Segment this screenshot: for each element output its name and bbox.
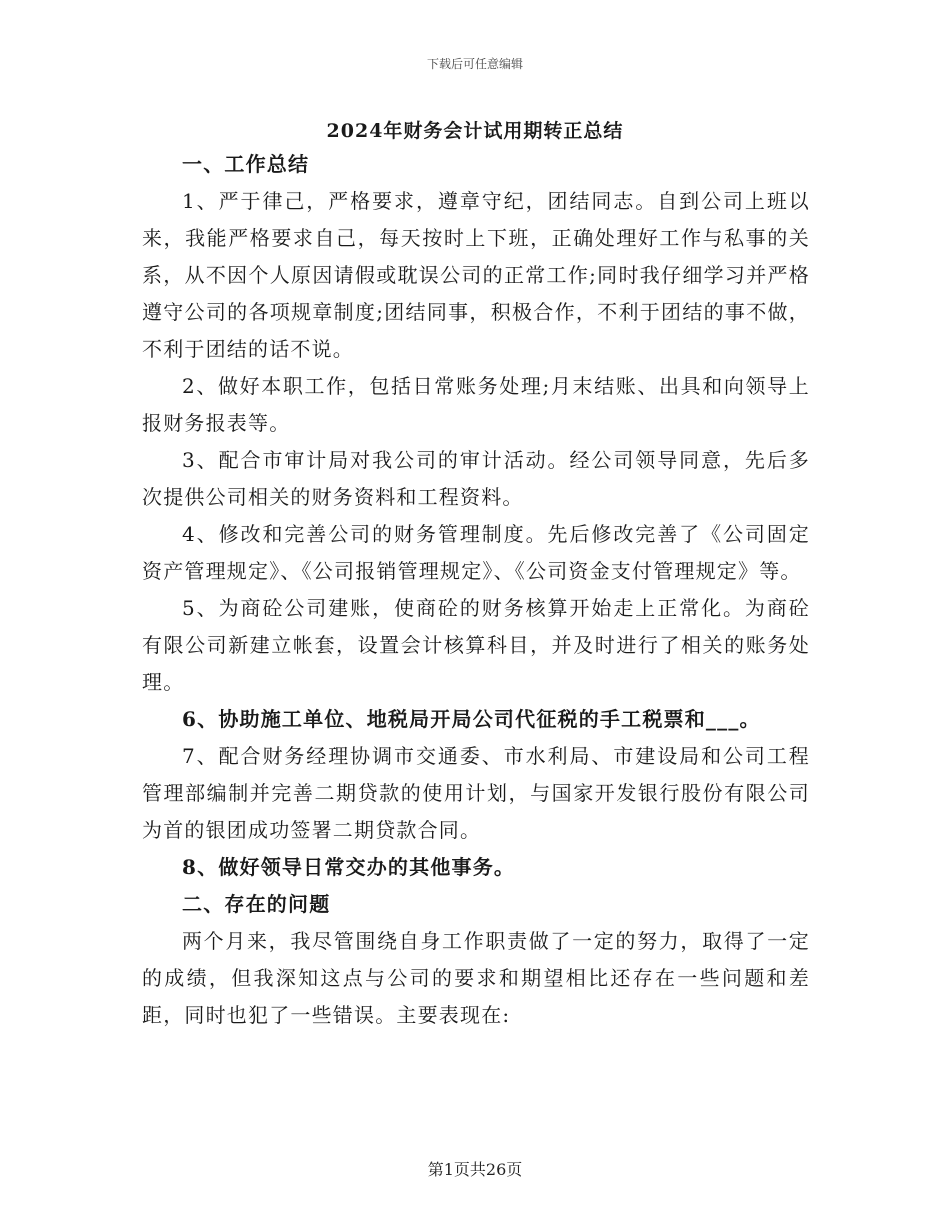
document-body: [142, 146, 810, 1034]
paragraph-2: 2、做好本职工作，包括日常账务处理;月末结账、出具和向领导上报财务报表等。: [142, 374, 810, 435]
paragraph-9: 两个月来，我尽管围绕自身工作职责做了一定的努力，取得了一定的成绩，但我深知这点与公司的要求和期望相比还存在一些问题和差距，同时也犯了一些错误。主要表现在:: [142, 929, 810, 1027]
section-heading-problems: 二、存在的问题: [182, 892, 331, 916]
paragraph-3: 3、配合市审计局对我公司的审计活动。经公司领导同意，先后多次提供公司相关的财务资料和工程资料。: [142, 448, 810, 509]
paragraph-8: 8、做好领导日常交办的其他事务。: [182, 855, 516, 879]
paragraph-1: 1、严于律己，严格要求，遵章守纪，团结同志。自到公司上班以来，我能严格要求自己，每天按时上下班，正确处理好工作与私事的关系，从不因个人原因请假或耽误公司的正常工作;同时我仔细学习并严格遵守公司的各项规章制度;团结同事，积极合作，不利于团结的事不做，不利于团结的话不说。: [142, 189, 810, 361]
section-heading-work-summary: 一、工作总结: [182, 152, 310, 176]
document-title: 2024年财务会计试用期转正总结: [326, 120, 624, 142]
page-number-footer: 第1页共26页: [427, 1160, 523, 1179]
paragraph-7: 7、配合财务经理协调市交通委、市水利局、市建设局和公司工程管理部编制并完善二期贷款的使用计划，与国家开发银行股份有限公司为首的银团成功签署二期贷款合同。: [142, 744, 810, 842]
paragraph-4: 4、修改和完善公司的财务管理制度。先后修改完善了《公司固定资产管理规定》、《公司报销管理规定》、《公司资金支付管理规定》等。: [142, 522, 810, 583]
paragraph-5: 5、为商砼公司建账，使商砼的财务核算开始走上正常化。为商砼有限公司新建立帐套，设置会计核算科目，并及时进行了相关的账务处理。: [142, 596, 810, 694]
paragraph-6: 6、协助施工单位、地税局开局公司代征税的手工税票和___。: [182, 707, 761, 731]
page-header-note: 下载后可任意编辑: [426, 57, 523, 71]
